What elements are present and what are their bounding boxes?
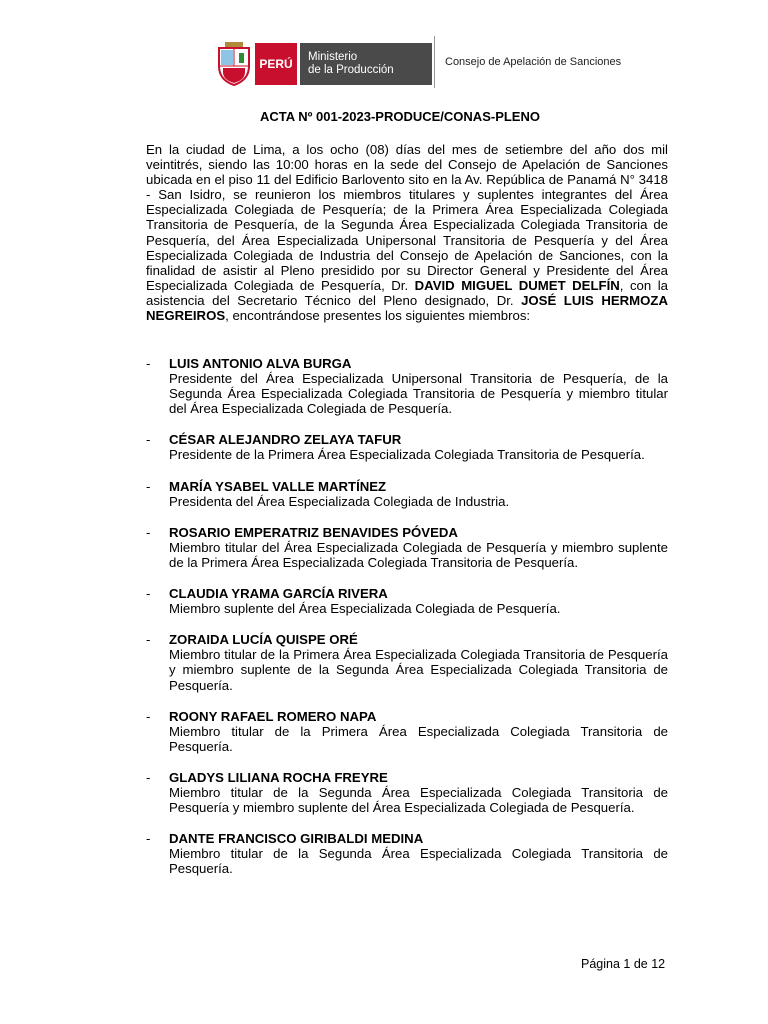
member-name: ROONY RAFAEL ROMERO NAPA <box>169 708 377 724</box>
header-right-text: Consejo de Apelación de Sanciones <box>445 56 622 68</box>
list-item <box>146 709 668 754</box>
members-list <box>146 356 668 892</box>
page-number: Página 1 de 12 <box>581 957 666 971</box>
ministerio-logo <box>300 43 432 85</box>
list-item <box>146 356 668 416</box>
list-bullet: - <box>146 586 151 602</box>
member-role: Miembro titular de la Primera Área Especializada Colegiada Transitoria de Pesquería. <box>169 723 668 754</box>
president-name: DAVID MIGUEL DUMET DELFÍN <box>414 277 620 293</box>
list-item <box>146 632 668 692</box>
member-role: Presidente de la Primera Área Especializada Colegiada Transitoria de Pesquería. <box>169 447 645 463</box>
list-item <box>146 525 668 570</box>
member-name: LUIS ANTONIO ALVA BURGA <box>169 356 352 371</box>
page-header <box>215 40 635 88</box>
member-name: GLADYS LILIANA ROCHA FREYRE <box>169 769 388 785</box>
ministerio-line2: de la Producción <box>308 64 394 76</box>
member-role: Miembro titular del Área Especializada Colegiada de Pesquería y miembro suplente de la Primera Área Especializada Colegiada Transitoria de Pesquería. <box>169 539 668 570</box>
ministerio-line1: Ministerio <box>308 51 358 63</box>
list-bullet: - <box>146 708 151 724</box>
list-bullet: - <box>146 356 151 371</box>
secretary-name: JOSÉ LUIS HERMOZA NEGREIROS <box>146 292 668 324</box>
list-bullet: - <box>146 769 151 785</box>
member-role: Miembro titular de la Segunda Área Especializada Colegiada Transitoria de Pesquería. <box>169 846 668 877</box>
intro-text-2: , con la asistencia del Secretario Técnico del Pleno designado, Dr. <box>146 277 668 308</box>
list-bullet: - <box>146 524 151 540</box>
header-divider <box>434 36 435 88</box>
list-item <box>146 770 668 815</box>
member-name: DANTE FRANCISCO GIRIBALDI MEDINA <box>169 831 424 847</box>
list-bullet: - <box>146 432 151 448</box>
member-name: CÉSAR ALEJANDRO ZELAYA TAFUR <box>169 432 402 448</box>
member-name: MARÍA YSABEL VALLE MARTÍNEZ <box>169 478 387 494</box>
intro-text-3: , encontrándose presentes los siguientes miembros: <box>225 308 531 324</box>
member-name: ROSARIO EMPERATRIZ BENAVIDES PÓVEDA <box>169 524 458 540</box>
member-role: Presidenta del Área Especializada Colegiada de Industria. <box>169 493 510 509</box>
member-role: Miembro titular de la Primera Área Especializada Colegiada Transitoria de Pesquería y miembro suplente de la Segunda Área Especializada Colegiada Transitoria de Pesquería. <box>169 647 668 693</box>
intro-text-1: En la ciudad de Lima, a los ocho (08) días del mes de setiembre del año dos mil veintitrés, siendo las 10:00 horas en la sede del Consejo de Apelación de Sanciones ubicada en el piso 11 del Edificio Barlovento sito en la Av. República de Panamá N° 3418 - San Isidro, se reunieron los miembros titulares y suplentes integrantes del Área Especializada Colegiada de Pesquería; de la Primera Área Especializada Colegiada Transitoria de Pesquería, de la Segunda Área Especializada Colegiada Transitoria de Pesquería, del Área Especializada Unipersonal Transitoria de Pesquería y del Área Especializada Colegiada de Industria del Consejo de Apelación de Sanciones, con la finalidad de asistir al Pleno presidido por su Director General y Presidente del Área Especializada Colegiada de Pesquería, Dr. <box>146 142 668 293</box>
member-name: ZORAIDA LUCÍA QUISPE ORÉ <box>169 632 358 648</box>
coat-of-arms-icon <box>215 42 253 86</box>
list-bullet: - <box>146 831 151 847</box>
member-role: Presidente del Área Especializada Unipersonal Transitoria de Pesquería, de la Segunda Área Especializada Colegiada Transitoria de Pesquería y miembro titular del Área Especializada Colegiada de Pesquería. <box>169 371 668 417</box>
list-item <box>146 432 668 462</box>
peru-label: PERÚ <box>259 57 293 71</box>
list-item <box>146 479 668 509</box>
intro-paragraph <box>146 142 668 323</box>
member-name: CLAUDIA YRAMA GARCÍA RIVERA <box>169 586 388 602</box>
member-role: Miembro suplente del Área Especializada Colegiada de Pesquería. <box>169 601 561 617</box>
list-item <box>146 831 668 876</box>
member-role: Miembro titular de la Segunda Área Especializada Colegiada Transitoria de Pesquería y miembro suplente del Área Especializada Colegiada de Pesquería. <box>169 784 668 816</box>
list-item <box>146 586 668 616</box>
document-title: ACTA Nº 001-2023-PRODUCE/CONAS-PLENO <box>260 109 540 124</box>
list-bullet: - <box>146 478 151 494</box>
list-bullet: - <box>146 632 151 648</box>
peru-logo <box>255 43 297 85</box>
